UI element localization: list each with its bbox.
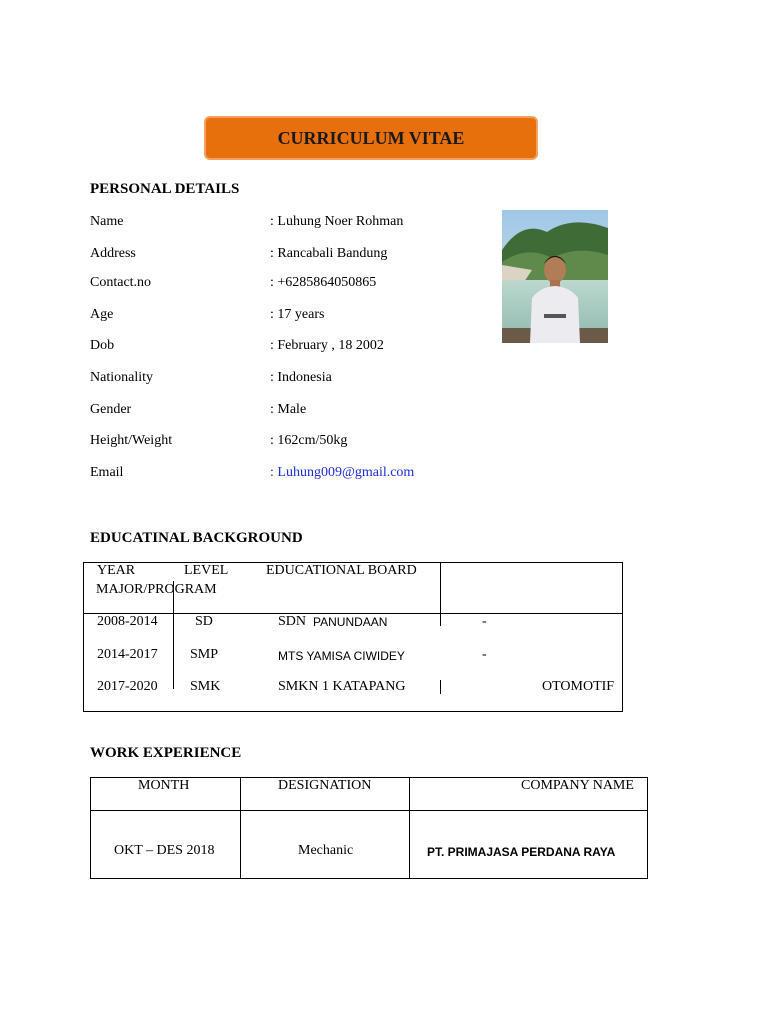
education-row-year: 2017-2020 xyxy=(97,679,158,694)
work-header-designation: DESIGNATION xyxy=(278,778,372,793)
education-header-year: YEAR xyxy=(97,563,136,578)
dob-label: Dob xyxy=(90,338,115,353)
name-value: : Luhung Noer Rohman xyxy=(270,214,404,229)
education-column-divider-short-2 xyxy=(440,680,441,694)
page-title: CURRICULUM VITAE xyxy=(277,127,465,148)
education-row-board: MTS YAMISA CIWIDEY xyxy=(278,649,405,663)
work-row-designation: Mechanic xyxy=(298,843,354,858)
education-header-major: MAJOR/PROGRAM xyxy=(96,582,217,597)
age-label: Age xyxy=(90,307,114,322)
gender-label: Gender xyxy=(90,402,132,417)
nationality-label: Nationality xyxy=(90,370,153,385)
work-column-divider xyxy=(240,777,241,879)
education-row-board: SMKN 1 KATAPANG xyxy=(278,679,406,694)
address-label: Address xyxy=(90,246,136,261)
nationality-value: : Indonesia xyxy=(270,370,332,385)
email-link[interactable]: : Luhung009@gmail.com xyxy=(270,465,415,480)
education-header-board: EDUCATIONAL BOARD xyxy=(266,563,417,578)
contact-value: : +6285864050865 xyxy=(270,275,377,290)
education-row-board: PANUNDAAN xyxy=(313,615,388,629)
age-value: : 17 years xyxy=(270,307,325,322)
address-value: : Rancabali Bandung xyxy=(270,246,388,261)
education-heading: EDUCATINAL BACKGROUND xyxy=(90,530,303,546)
work-column-divider xyxy=(409,777,410,879)
work-header-divider xyxy=(90,810,648,811)
height-weight-label: Height/Weight xyxy=(90,433,173,448)
gender-value: : Male xyxy=(270,402,307,417)
education-header-divider xyxy=(83,613,623,614)
education-row-level: SD xyxy=(195,614,213,629)
work-header-company: COMPANY NAME xyxy=(521,778,634,793)
education-column-divider xyxy=(440,562,441,614)
education-row-level: SMP xyxy=(190,647,219,662)
work-row-month: OKT – DES 2018 xyxy=(114,843,215,858)
contact-label: Contact.no xyxy=(90,275,152,290)
work-row-company: PT. PRIMAJASA PERDANA RAYA xyxy=(427,845,616,859)
dob-value: : February , 18 2002 xyxy=(270,338,384,353)
work-header-month: MONTH xyxy=(138,778,190,793)
education-row-major: - xyxy=(482,647,487,662)
education-row-major: - xyxy=(482,614,487,629)
work-experience-heading: WORK EXPERIENCE xyxy=(90,745,242,761)
education-row-year: 2014-2017 xyxy=(97,647,158,662)
personal-details-heading: PERSONAL DETAILS xyxy=(90,181,240,197)
education-row-board-prefix: SDN xyxy=(278,614,307,629)
email-label: Email xyxy=(90,465,124,480)
title-banner xyxy=(204,116,538,160)
education-header-level: LEVEL xyxy=(184,563,229,578)
education-row-major: OTOMOTIF xyxy=(542,679,615,694)
education-column-divider-short xyxy=(440,614,441,626)
height-weight-value: : 162cm/50kg xyxy=(270,433,348,448)
profile-photo xyxy=(502,210,608,343)
name-label: Name xyxy=(90,214,124,229)
education-row-year: 2008-2014 xyxy=(97,614,158,629)
education-row-level: SMK xyxy=(190,679,221,694)
